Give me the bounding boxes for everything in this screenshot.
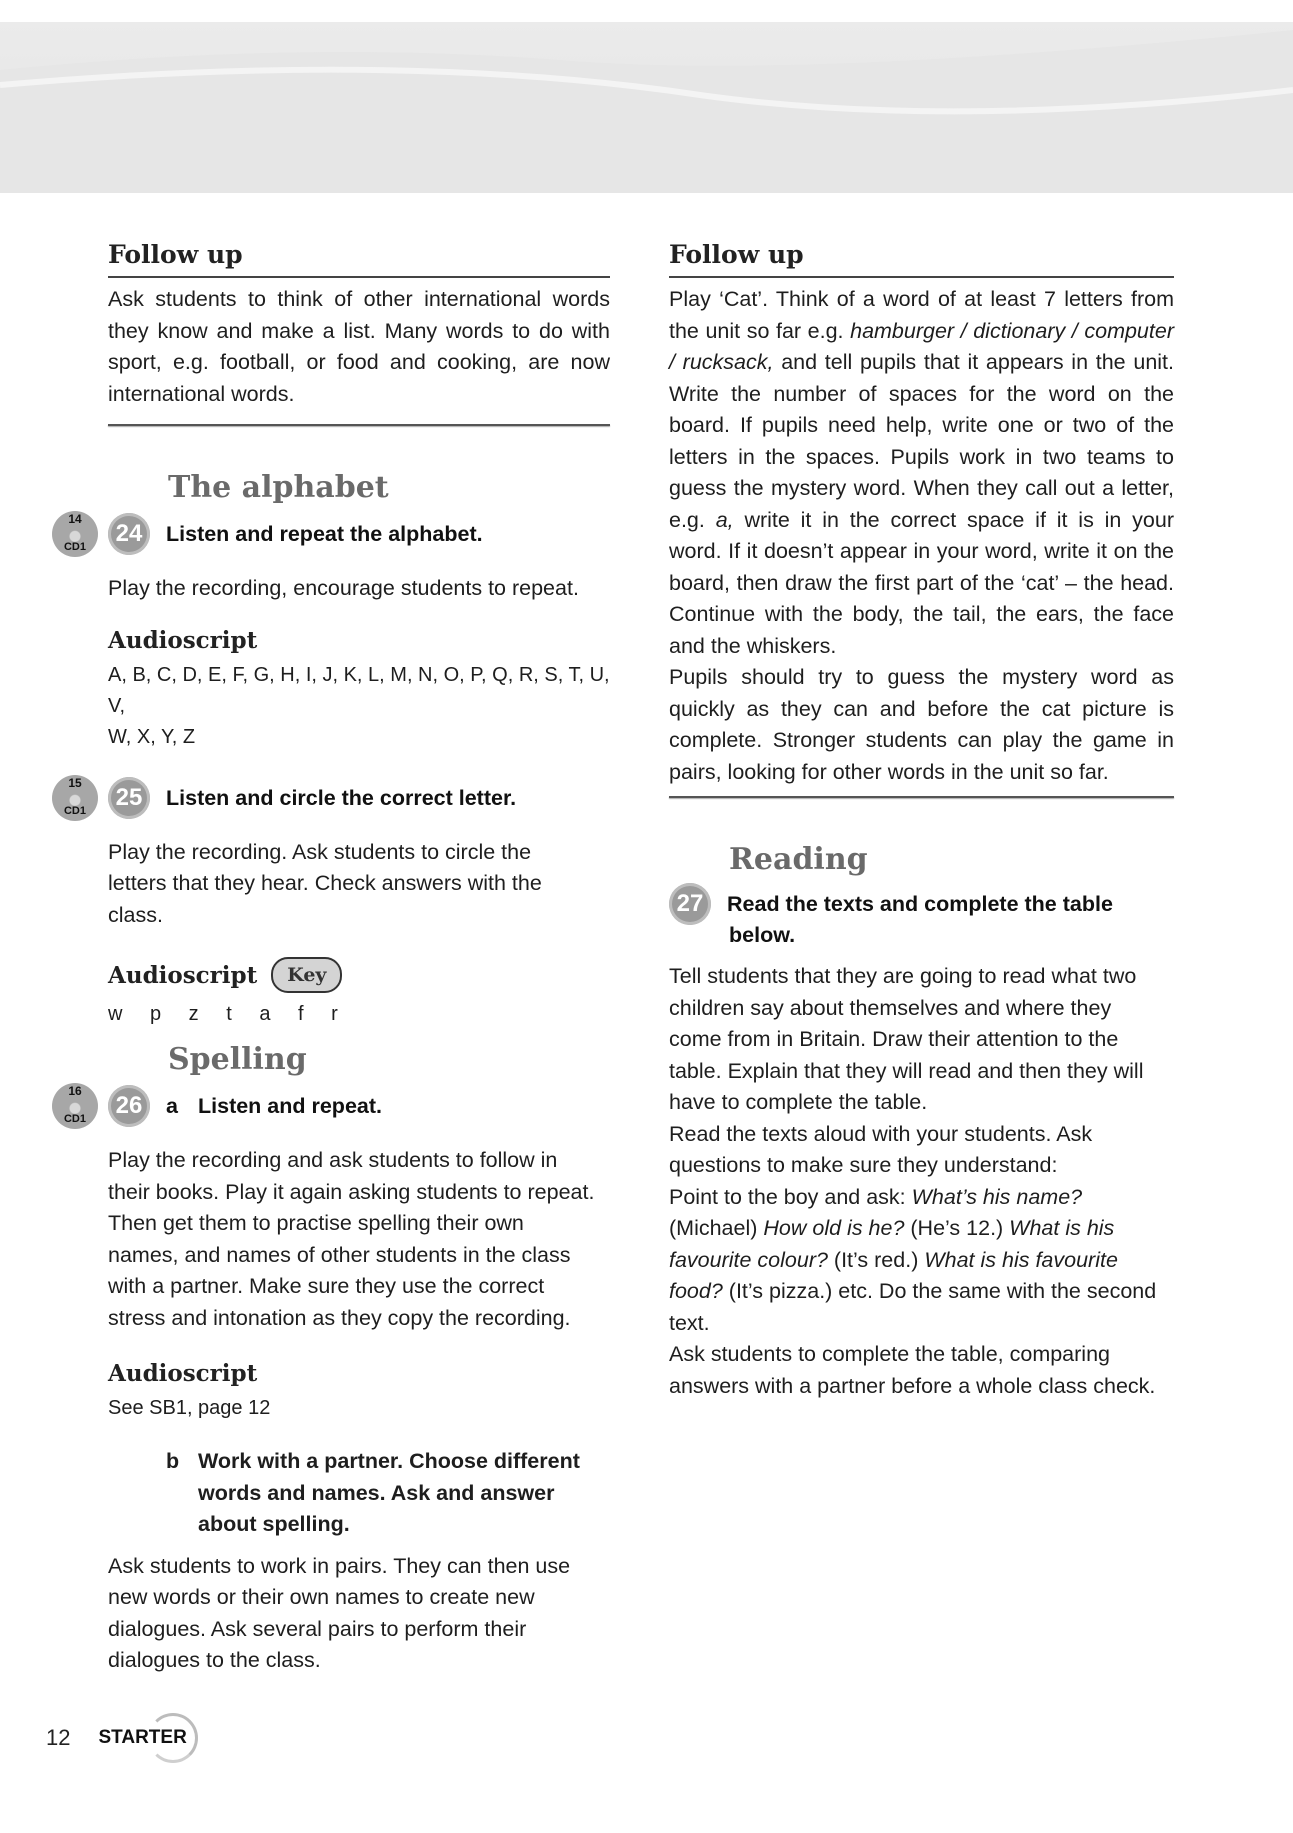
activity-number-badge: 24 — [108, 513, 150, 555]
reading-paragraph: Tell students that they are going to read what two children say about themselves and where they come from in Britain. Draw their attention to the table. Explain that they will read and then they will have to complete the table. — [669, 964, 1144, 1114]
follow-up-body: Ask students to think of other international words they know and make a list. Many words to do with sport, e.g. football, or food and cooking, are now international words. — [108, 287, 610, 406]
unit-label-text: STARTER — [98, 1727, 187, 1748]
activity-number-badge: 25 — [108, 777, 150, 819]
header-band — [0, 0, 1293, 193]
cd-icon — [52, 511, 98, 557]
audioscript-heading — [108, 627, 610, 654]
audioscript-title: Audioscript — [108, 961, 258, 989]
page-number: 12 — [46, 1725, 71, 1750]
activity-instruction — [727, 889, 1174, 951]
reading-paragraph: Read the texts aloud with your students. Ask questions to make sure they understand: — [669, 1121, 1093, 1177]
section-divider — [669, 796, 1174, 798]
example-letter: a, — [715, 507, 734, 532]
instruction-line: Read the texts and complete the table — [727, 892, 1113, 916]
activity-26 — [63, 1084, 610, 1135]
follow-up-left — [108, 240, 610, 426]
instruction-b-text: Work with a partner. Choose different words and names. Ask and answer about spelling. — [198, 1449, 580, 1536]
cd-icon — [52, 1083, 98, 1129]
section-title-reading: Reading — [729, 842, 868, 877]
audioscript-heading — [108, 957, 610, 993]
cd-label: CD1 — [63, 1113, 86, 1125]
audioscript-line: W, X, Y, Z — [108, 725, 196, 748]
answer: (He’s 12.) — [904, 1216, 1010, 1240]
reading-body — [669, 961, 1159, 1402]
right-column — [669, 240, 1174, 1402]
activity-number-badge: 27 — [669, 883, 711, 925]
reading-paragraph: Ask students to complete the table, comparing answers with a partner before a whole class check. — [669, 1342, 1156, 1398]
unit-label — [98, 1727, 186, 1749]
text-run: Play ‘Cat’. Think of a word of at least 7 letters from the unit so far e.g. — [669, 287, 1174, 343]
section-title-spelling: Spelling — [168, 1042, 307, 1077]
activity-instruction: Listen and repeat the alphabet. — [166, 522, 483, 546]
reading-section — [669, 842, 1174, 1402]
activity-25 — [63, 775, 610, 827]
audioscript-title: Audioscript — [108, 1360, 258, 1387]
text-run: and tell pupils that it appears in the unit. Write the number of spaces for the word on the board. If pupils need help, write one or two of the letters in the spaces. Pupils work in two teams to guess the mystery word. When they call out a letter, e.g. — [669, 350, 1174, 532]
page-footer — [46, 1725, 187, 1751]
header-swoosh — [0, 0, 1293, 193]
question: What is his favourite food? — [669, 1247, 1118, 1303]
alphabet-section — [63, 470, 610, 1030]
activity-body-b: Ask students to work in pairs. They can then use new words or their own names to create new dialogues. Ask several pairs to perform their dialogues to the class. — [108, 1553, 571, 1672]
follow-up-paragraph: Pupils should try to guess the mystery word as quickly as they can and before the cat picture is complete. Stronger students can play the game in pairs, looking for other words in the unit so far. — [669, 665, 1174, 784]
section-divider — [108, 424, 610, 426]
cd-track-number: 15 — [68, 775, 82, 790]
cd-label: CD1 — [63, 541, 86, 553]
activity-body-a: Play the recording and ask students to follow in their books. Play it again asking students to repeat. Then get them to practise spelling their own names, and names of other students in the class with a partner. Make sure they use the correct stress and intonation as they copy the recording. — [108, 1148, 595, 1330]
activity-24 — [63, 512, 610, 563]
follow-up-right — [669, 240, 1174, 798]
audioscript-title: Audioscript — [108, 626, 258, 654]
cd-label: CD1 — [63, 804, 86, 817]
activity-number-badge: 26 — [108, 1085, 150, 1127]
answer: (Michael) — [669, 1216, 764, 1240]
follow-up-title: Follow up — [669, 240, 1174, 278]
question: What’s his name? — [911, 1184, 1083, 1209]
section-title-alphabet: The alphabet — [168, 470, 389, 505]
activity-instruction-b — [166, 1446, 610, 1541]
sub-letter-a: a — [166, 1094, 178, 1118]
spelling-section — [63, 1042, 610, 1677]
audioscript-reference: See SB1, page 12 — [108, 1397, 271, 1419]
answer: (It’s red.) — [827, 1247, 925, 1272]
cd-track-number: 16 — [68, 1084, 82, 1098]
text-run: Point to the boy and ask: — [669, 1184, 912, 1209]
key-badge: Key — [271, 957, 342, 993]
sub-letter-b: b — [166, 1449, 180, 1473]
answer: (It’s pizza.) etc. Do the same with the second text. — [669, 1279, 1157, 1335]
follow-up-title: Follow up — [108, 240, 610, 278]
instruction-a-text: Listen and repeat. — [198, 1094, 382, 1118]
activity-27 — [669, 889, 1174, 951]
instruction-line: below. — [729, 923, 796, 947]
follow-up-paragraph — [669, 284, 1174, 662]
question: How old is he? — [763, 1216, 905, 1240]
audioscript-heading — [108, 1360, 610, 1387]
question: What is his favourite colour? — [669, 1216, 1115, 1272]
example-words: hamburger / dictionary / computer / rucksack, — [669, 318, 1174, 374]
key-answers: w p z t a f r — [108, 1003, 349, 1025]
activity-body: Play the recording, encourage students to repeat. — [108, 576, 579, 600]
ring-ornament-icon — [148, 1713, 198, 1763]
activity-instruction: Listen and circle the correct letter. — [166, 785, 517, 810]
reading-paragraph — [669, 1182, 1159, 1340]
text-run: write it in the correct space if it is in your word. If it doesn’t appear in your word, write it on the board, then draw the first part of the ‘cat’ – the head. Continue with the body, the tail, the ears, the face and the whiskers. — [669, 507, 1174, 658]
activity-instruction-a — [166, 1091, 610, 1122]
cd-track-number: 14 — [68, 512, 82, 526]
cd-icon — [52, 775, 98, 821]
audioscript-line: A, B, C, D, E, F, G, H, I, J, K, L, M, N, O, P, Q, R, S, T, U, V, — [108, 663, 610, 717]
left-column — [63, 240, 610, 1677]
activity-body: Play the recording. Ask students to circle the letters that they hear. Check answers with the class. — [108, 839, 542, 927]
